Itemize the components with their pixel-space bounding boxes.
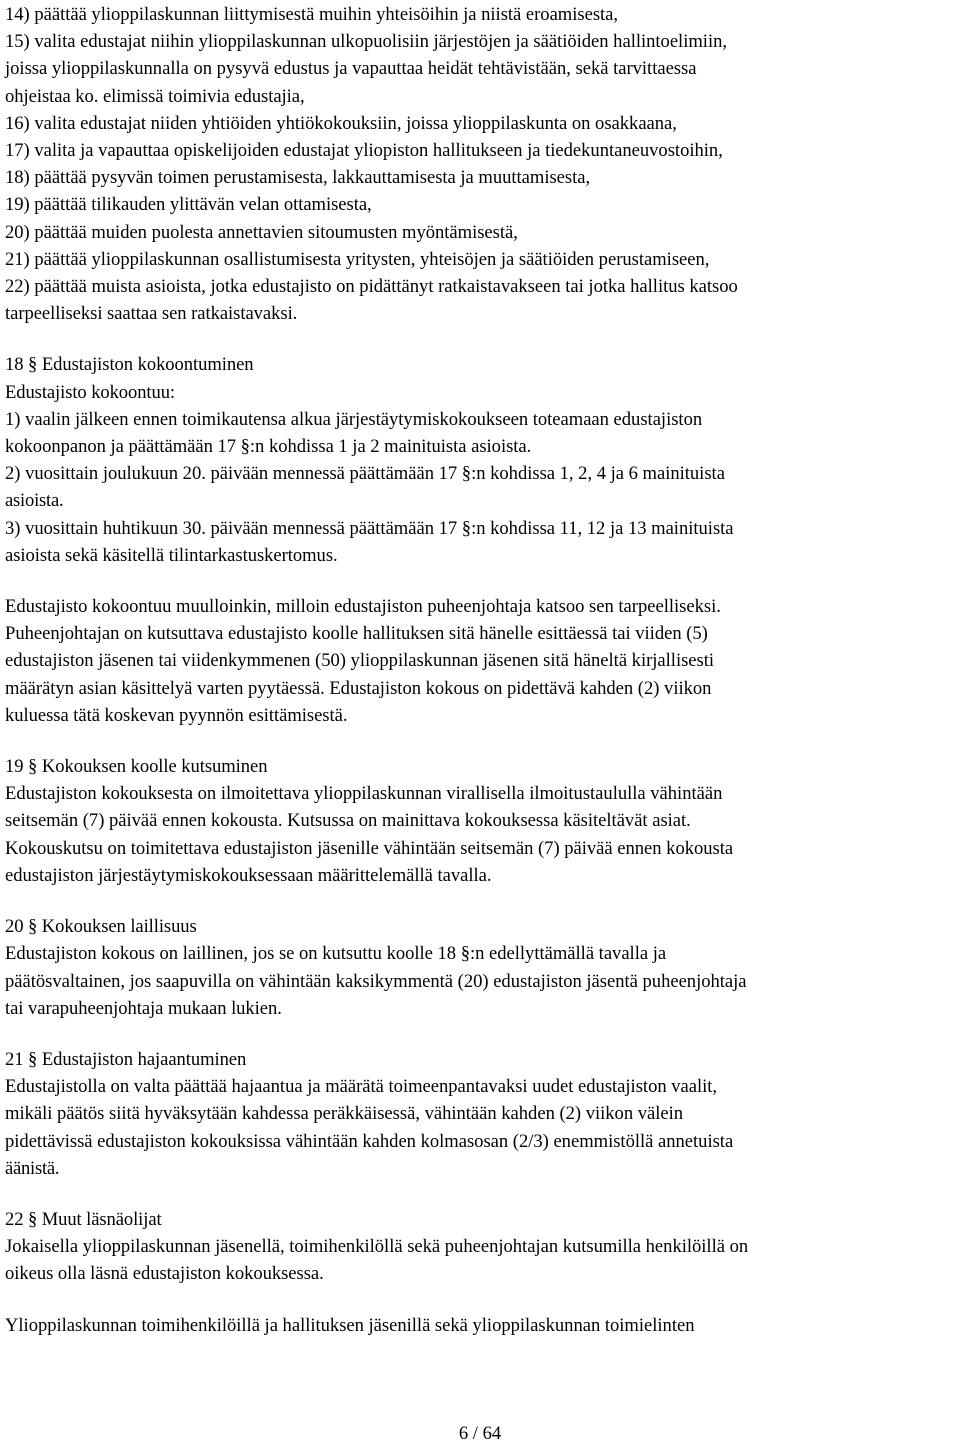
text-line: 1) vaalin jälkeen ennen toimikautensa alkua järjestäytymiskokoukseen toteamaan edustajiston [5, 408, 703, 430]
text-line: päätösvaltainen, jos saapuvilla on vähintään kaksikymmentä (20) edustajiston jäsentä puheenjohtaja [5, 970, 747, 992]
document-page [5, 0, 957, 1339]
text-line: 14) päättää ylioppilaskunnan liittymisestä muihin yhteisöihin ja niistä eroamisesta, [5, 4, 619, 25]
text-line: Edustajiston kokous on laillinen, jos se on kutsuttu koolle 18 §:n edellyttämällä tavalla ja [5, 943, 667, 965]
text-line: määrätyn asian käsittelyä varten pyytäessä. Edustajiston kokous on pidettävä kahden (2) viikon [5, 677, 712, 699]
text-line: Edustajisto kokoontuu: [5, 381, 175, 403]
text-line: 3) vuosittain huhtikuun 30. päivään mennessä päättämään 17 §:n kohdissa 11, 12 ja 13 mainituista [5, 517, 734, 539]
section-18-continuation [5, 593, 957, 729]
text-line: äänistä. [5, 1157, 60, 1179]
text-line: Kokouskutsu on toimitettava edustajiston jäsenille vähintään seitsemän (7) päivää ennen kokousta [5, 837, 734, 859]
list-continuation [5, 1, 957, 327]
text-line: Jokaisella ylioppilaskunnan jäsenellä, toimihenkilöllä sekä puheenjohtajan kutsumilla henkilöillä on [5, 1236, 749, 1258]
text-line: 18) päättää pysyvän toimen perustamisesta, lakkauttamisesta ja muuttamisesta, [5, 167, 591, 189]
text-line: 15) valita edustajat niihin ylioppilaskunnan ulkopuolisiin järjestöjen ja säätiöiden hallintoelimiin, [5, 31, 727, 53]
text-line: Ylioppilaskunnan toimihenkilöillä ja hallituksen jäsenillä sekä ylioppilaskunnan toimielinten [5, 1314, 695, 1336]
text-line: seitsemän (7) päivää ennen kokousta. Kutsussa on mainittava kokouksessa käsiteltävät asiat. [5, 810, 691, 832]
text-line: joissa ylioppilaskunnalla on pysyvä edustus ja vapauttaa heidät tehtävistään, sekä tarvittaessa [5, 58, 697, 80]
text-line: edustajiston järjestäytymiskokouksessaan määrittelemällä tavalla. [5, 864, 492, 886]
text-line: 21) päättää ylioppilaskunnan osallistumisesta yritysten, yhteisöjen ja säätiöiden perustamiseen, [5, 248, 710, 270]
section-heading: 22 § Muut läsnäolijat [5, 1208, 162, 1230]
page-number: 6 / 64 [458, 1423, 502, 1444]
text-line: 17) valita ja vapauttaa opiskelijoiden edustajat yliopiston hallitukseen ja tiedekuntaneuvostoihin, [5, 140, 723, 162]
section-21 [5, 1046, 957, 1182]
text-line: 22) päättää muista asioista, jotka edustajisto on pidättänyt ratkaistavakseen tai jotka hallitus katsoo [5, 276, 738, 298]
text-line: tai varapuheenjohtaja mukaan lukien. [5, 997, 282, 1019]
text-line: edustajiston jäsenen tai viidenkymmenen (50) ylioppilaskunnan jäsenen sitä häneltä kirjallisesti [5, 650, 715, 672]
trailing-paragraph [5, 1312, 957, 1339]
text-line: ohjeistaa ko. elimissä toimivia edustajia, [5, 85, 305, 107]
text-line: asioista. [5, 490, 64, 512]
text-line: mikäli päätös siitä hyväksytään kahdessa peräkkäisessä, vähintään kahden (2) viikon välein [5, 1103, 684, 1125]
section-heading: 19 § Kokouksen koolle kutsuminen [5, 756, 268, 778]
section-heading: 20 § Kokouksen laillisuus [5, 916, 197, 938]
text-line: kuluessa tätä koskevan pyynnön esittämisestä. [5, 704, 348, 726]
text-line: 16) valita edustajat niiden yhtiöiden yhtiökokouksiin, joissa ylioppilaskunta on osakkaana, [5, 112, 677, 134]
text-line: 19) päättää tilikauden ylittävän velan ottamisesta, [5, 194, 372, 216]
text-line: Edustajiston kokouksesta on ilmoitettava ylioppilaskunnan virallisella ilmoitustaululla vähintään [5, 783, 723, 805]
section-20 [5, 913, 957, 1022]
section-heading: 18 § Edustajiston kokoontuminen [5, 354, 254, 376]
text-line: Puheenjohtajan on kutsuttava edustajisto koolle hallituksen sitä hänelle esittäessä tai viiden (5) [5, 623, 708, 645]
section-18 [5, 351, 957, 569]
text-line: 20) päättää muiden puolesta annettavien sitoumusten myöntämisestä, [5, 221, 518, 243]
text-line: oikeus olla läsnä edustajiston kokouksessa. [5, 1263, 324, 1285]
text-line: pidettävissä edustajiston kokouksissa vähintään kahden kolmasosan (2/3) enemmistöllä annetuista [5, 1130, 734, 1152]
text-line: 2) vuosittain joulukuun 20. päivään mennessä päättämään 17 §:n kohdissa 1, 2, 4 ja 6 mainituista [5, 463, 725, 485]
section-heading: 21 § Edustajiston hajaantuminen [5, 1048, 247, 1070]
section-22 [5, 1206, 957, 1288]
text-line: kokoonpanon ja päättämään 17 §:n kohdissa 1 ja 2 mainituista asioista. [5, 436, 532, 458]
text-line: Edustajistolla on valta päättää hajaantua ja määrätä toimeenpantavaksi uudet edustajiston vaalit, [5, 1076, 718, 1098]
section-19 [5, 753, 957, 889]
text-line: tarpeelliseksi saattaa sen ratkaistavaksi. [5, 303, 298, 325]
text-line: Edustajisto kokoontuu muulloinkin, milloin edustajiston puheenjohtaja katsoo sen tarpeelliseksi. [5, 596, 721, 618]
text-line: asioista sekä käsitellä tilintarkastuskertomus. [5, 544, 338, 566]
